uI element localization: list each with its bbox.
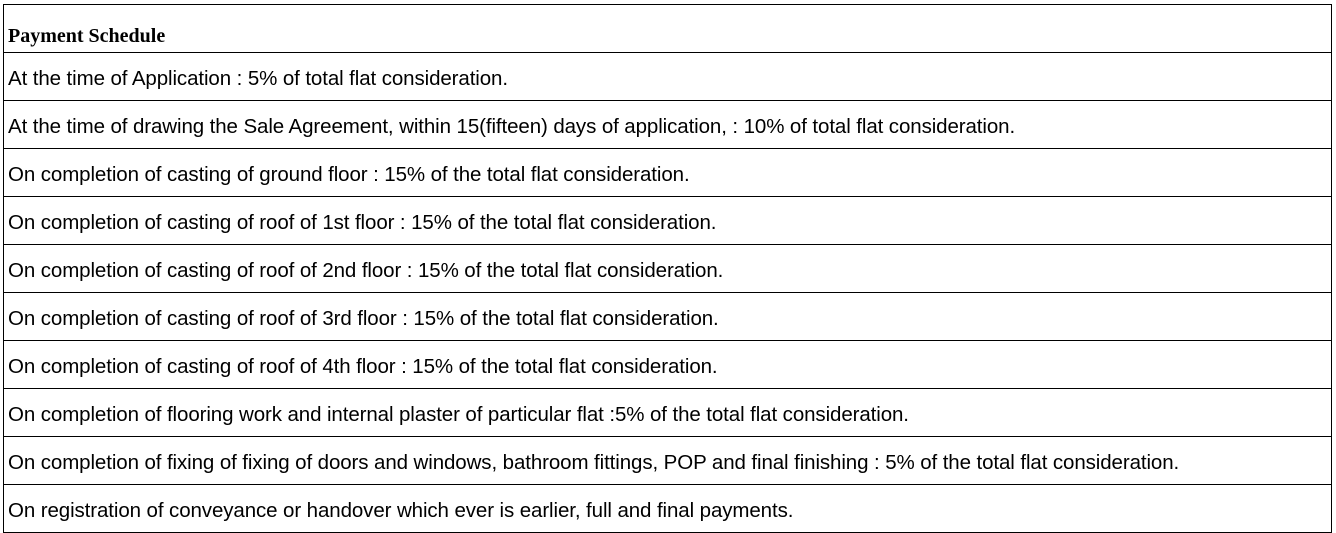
schedule-item-sale-agreement: At the time of drawing the Sale Agreement, within 15(fifteen) days of application, : 10% of total flat consideration. <box>4 101 1332 149</box>
table-title: Payment Schedule <box>4 5 1332 53</box>
table-row <box>4 101 1332 149</box>
header-row <box>4 5 1332 53</box>
table-row <box>4 245 1332 293</box>
schedule-item-2nd-floor-roof: On completion of casting of roof of 2nd floor : 15% of the total flat consideration. <box>4 245 1332 293</box>
table-row <box>4 437 1332 485</box>
schedule-item-registration: On registration of conveyance or handover which ever is earlier, full and final payments. <box>4 485 1332 533</box>
schedule-item-fixing-finishing: On completion of fixing of fixing of doors and windows, bathroom fittings, POP and final finishing : 5% of the total flat consideration. <box>4 437 1332 485</box>
table-row <box>4 197 1332 245</box>
schedule-item-1st-floor-roof: On completion of casting of roof of 1st floor : 15% of the total flat consideration. <box>4 197 1332 245</box>
schedule-item-application: At the time of Application : 5% of total flat consideration. <box>4 53 1332 101</box>
table-row <box>4 389 1332 437</box>
table-row <box>4 149 1332 197</box>
table-row <box>4 485 1332 533</box>
table-row <box>4 293 1332 341</box>
schedule-item-ground-floor: On completion of casting of ground floor : 15% of the total flat consideration. <box>4 149 1332 197</box>
table-row <box>4 341 1332 389</box>
payment-schedule-table <box>3 4 1332 533</box>
schedule-item-flooring-plaster: On completion of flooring work and internal plaster of particular flat :5% of the total flat consideration. <box>4 389 1332 437</box>
schedule-item-3rd-floor-roof: On completion of casting of roof of 3rd floor : 15% of the total flat consideration. <box>4 293 1332 341</box>
schedule-item-4th-floor-roof: On completion of casting of roof of 4th floor : 15% of the total flat consideration. <box>4 341 1332 389</box>
table-row <box>4 53 1332 101</box>
